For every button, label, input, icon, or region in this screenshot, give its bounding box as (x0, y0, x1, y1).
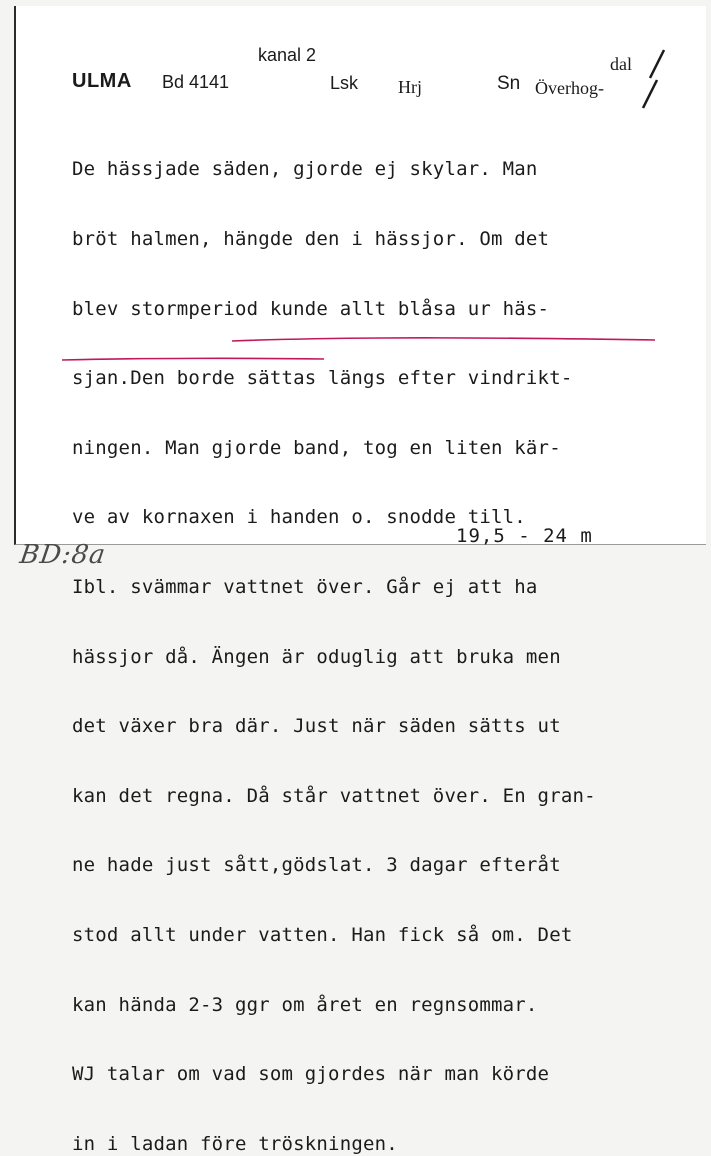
kanal-label: kanal 2 (258, 45, 317, 65)
province-label: Lsk (330, 73, 359, 93)
card-body-text (72, 112, 702, 1156)
archive-code: ULMA (72, 70, 132, 92)
text-line: ningen. Man gjorde band, tog en liten kär- (72, 436, 561, 459)
text-line: det växer bra där. Just när säden sätts ut (72, 715, 561, 738)
text-line: bröt halmen, hängde den i hässjor. Om det (72, 228, 550, 250)
text-line: in i ladan före tröskningen. (72, 1132, 398, 1155)
text-line: stod allt under vatten. Han fick så om. Det (72, 923, 573, 946)
text-line: ve av kornaxen i handen o. snodde till. (72, 506, 526, 529)
text-line: Ibl. svämmar vattnet över. Går ej att ha (72, 575, 538, 598)
measurement-note: 19,5 - 24 m (456, 525, 593, 547)
parish-name: Överhog- (535, 78, 604, 98)
text-line: blev stormperiod kunde allt blåsa ur häs- (72, 297, 550, 320)
text-line: WJ talar om vad som gjordes när man körde (72, 1063, 550, 1086)
parish-prefix: Sn (497, 73, 521, 94)
text-line: hässjor då. Ängen är oduglig att bruka men (72, 645, 561, 668)
handwritten-shelfmark: BD:8a (17, 540, 108, 570)
text-line: sjan.Den borde sättas längs efter vindrikt- (72, 367, 573, 390)
text-line: kan hända 2-3 ggr om året en regnsommar. (72, 993, 538, 1016)
volume-number: Bd 4141 (162, 72, 230, 92)
parish-name-suffix: dal (610, 54, 632, 74)
district-label: Hrj (398, 77, 422, 97)
text-line: ne hade just sått,gödslat. 3 dagar efteråt (72, 854, 561, 877)
text-line: kan det regna. Då står vattnet över. En gran- (72, 784, 596, 807)
text-line: De hässjade säden, gjorde ej skylar. Man (72, 158, 538, 181)
pen-slash-mark (635, 78, 663, 114)
